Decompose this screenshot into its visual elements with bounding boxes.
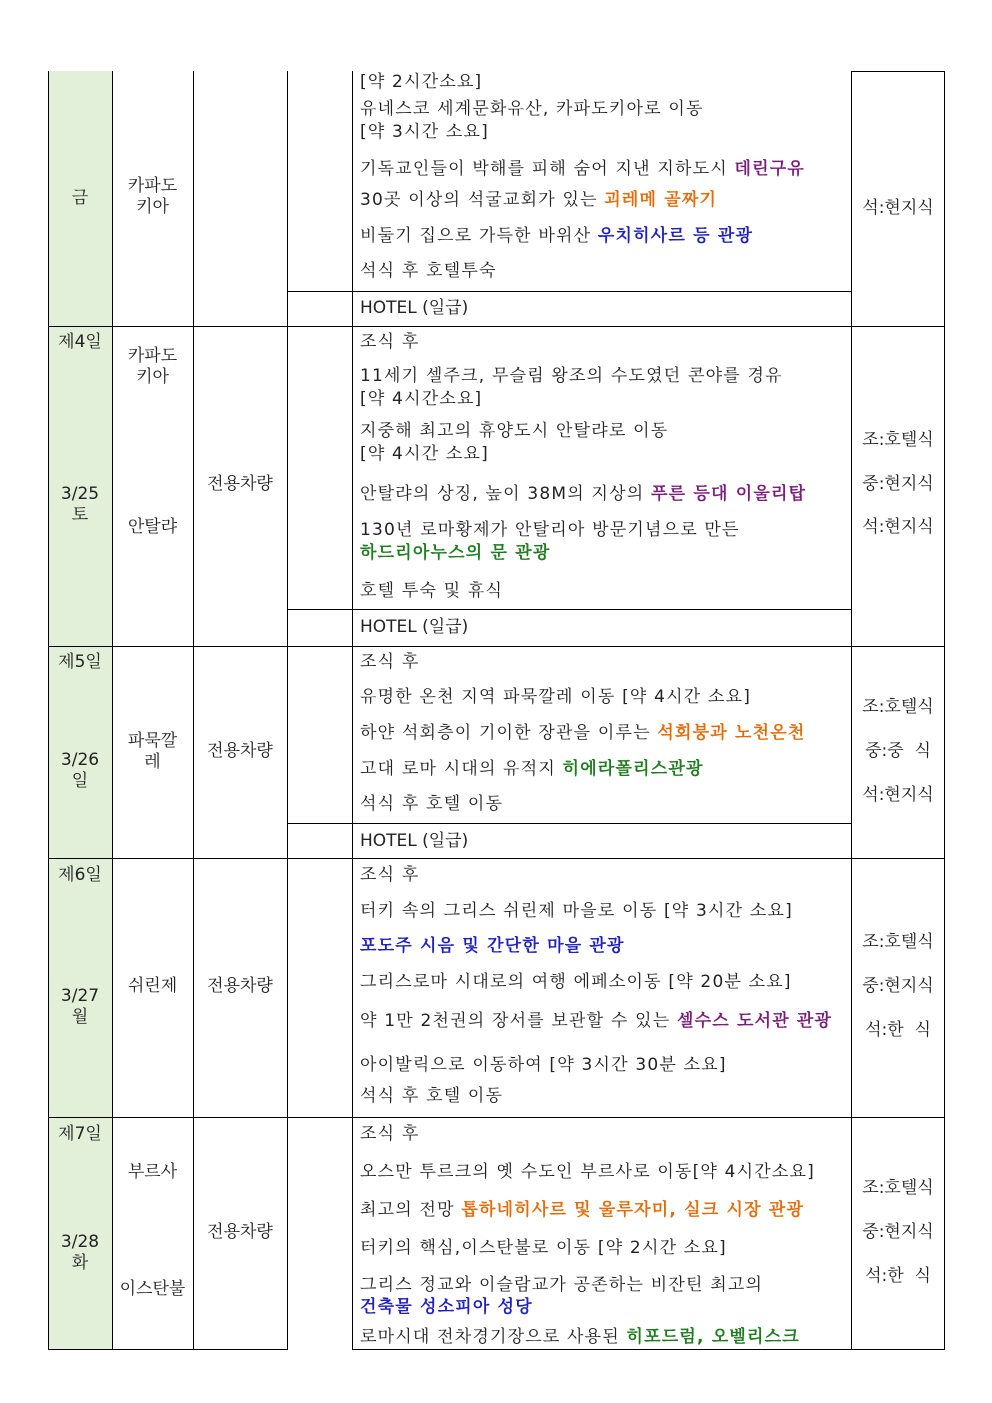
weekday: 일 — [71, 771, 89, 791]
activity: 약 1만 2천권의 장서를 보관할 수 있는 셀수스 도서관 관광 — [360, 1011, 833, 1031]
activity: [약 4시간소요] — [360, 389, 483, 409]
meal: 석:한 식 — [865, 1266, 931, 1286]
activity: 아이발릭으로 이동하여 [약 3시간 30분 소요] — [360, 1055, 727, 1075]
place: 안탈랴 — [127, 517, 178, 537]
activity: [약 4시간 소요] — [360, 444, 489, 464]
transport: 전용차량 — [207, 741, 273, 761]
table-bottom-border — [48, 1349, 288, 1350]
hotel-label: HOTEL (일급) — [360, 831, 469, 851]
meal: 조:호텔식 — [862, 1178, 934, 1198]
transport: 전용차량 — [207, 1222, 273, 1242]
activity: 유명한 온천 지역 파묵깔레 이동 [약 4시간 소요] — [360, 687, 752, 707]
row-divider — [48, 326, 945, 327]
hotel-row-divider — [287, 823, 852, 824]
activity: 석식 후 호텔투숙 — [360, 261, 497, 281]
activity: 하얀 석회층이 기이한 장관을 이루는 석회붕과 노천온천 — [360, 723, 806, 743]
place: 쉬린제 — [127, 976, 178, 996]
activity: 포도주 시음 및 간단한 마을 관광 — [360, 936, 625, 956]
day-label: 제4일 — [58, 332, 102, 352]
date: 3/28 — [60, 1232, 100, 1252]
activity: 터키의 핵심,이스탄불로 이동 [약 2시간 소요] — [360, 1238, 727, 1258]
transport: 전용차량 — [207, 976, 273, 996]
meal: 석:현지식 — [862, 785, 934, 805]
row-divider — [48, 858, 945, 859]
activity: 조식 후 — [360, 1124, 420, 1144]
meal: 중:현지식 — [862, 1222, 934, 1242]
col-divider — [944, 71, 945, 1350]
activity: 터키 속의 그리스 쉬린제 마을로 이동 [약 3시간 소요] — [360, 901, 793, 921]
col-divider — [287, 71, 288, 1350]
hotel-label: HOTEL (일급) — [360, 617, 469, 637]
activity: 로마시대 전차경기장으로 사용된 히포드럼, 오벨리스크 — [360, 1327, 800, 1347]
meal: 조:호텔식 — [862, 697, 934, 717]
weekday: 토 — [71, 505, 89, 525]
hotel-row-divider — [287, 291, 852, 292]
activity: 지중해 최고의 휴양도시 안탈랴로 이동 — [360, 421, 669, 441]
day-column-bg — [48, 71, 112, 1350]
col-divider — [48, 71, 49, 1350]
col-divider — [193, 71, 194, 1350]
date: 3/27 — [60, 986, 100, 1006]
place: 파묵깔 레 — [127, 731, 178, 772]
col-divider — [112, 71, 113, 1350]
meal: 조:호텔식 — [862, 932, 934, 952]
weekday: 월 — [71, 1007, 89, 1027]
activity: 오스만 투르크의 옛 수도인 부르사로 이동[약 4시간소요] — [360, 1162, 815, 1182]
activity: 석식 후 호텔 이동 — [360, 1086, 504, 1106]
weekday: 화 — [71, 1253, 89, 1273]
day-label: 제5일 — [58, 652, 102, 672]
date: 3/25 — [60, 484, 100, 504]
activity: [약 2시간소요] — [360, 72, 483, 92]
hotel-label: HOTEL (일급) — [360, 298, 469, 318]
meal: 중:중 식 — [865, 741, 931, 761]
weekday: 금 — [71, 188, 89, 208]
meals-top-border — [851, 71, 945, 72]
place: 부르사 — [127, 1162, 178, 1182]
activity: 30곳 이상의 석굴교회가 있는 괴레메 골짜기 — [360, 190, 718, 210]
activity: 비둘기 집으로 가득한 바위산 우치히사르 등 관광 — [360, 226, 754, 246]
row-divider — [48, 1117, 945, 1118]
activity: 그리스로마 시대로의 여행 에페소이동 [약 20분 소요] — [360, 972, 792, 992]
activity: 그리스 정교와 이슬람교가 공존하는 비잔틴 최고의 — [360, 1275, 764, 1295]
meal: 석:현지식 — [862, 517, 934, 537]
activity: 건축물 성소피아 성당 — [360, 1297, 533, 1317]
transport: 전용차량 — [207, 474, 273, 494]
day-label: 제7일 — [58, 1124, 102, 1144]
activity: 조식 후 — [360, 865, 420, 885]
activity: 안탈랴의 상징, 높이 38M의 지상의 푸른 등대 이울리탑 — [360, 484, 807, 504]
activity: 고대 로마 시대의 유적지 히에라폴리스관광 — [360, 759, 704, 779]
date: 3/26 — [60, 750, 100, 770]
place: 이스탄불 — [119, 1279, 186, 1299]
place: 카파도 키아 — [127, 346, 178, 387]
activity: 기독교인들이 박해를 피해 숨어 지낸 지하도시 데린구유 — [360, 159, 805, 179]
meal: 중:현지식 — [862, 474, 934, 494]
hotel-row-divider — [287, 609, 852, 610]
day-label: 제6일 — [58, 865, 102, 885]
activity: [약 3시간 소요] — [360, 122, 489, 142]
activity: 조식 후 — [360, 652, 420, 672]
meal: 조:호텔식 — [862, 430, 934, 450]
meal: 석:한 식 — [865, 1020, 931, 1040]
row-divider — [48, 646, 945, 647]
activity: 호텔 투숙 및 휴식 — [360, 581, 504, 601]
activity: 조식 후 — [360, 332, 420, 352]
activity: 유네스코 세계문화유산, 카파도키아로 이동 — [360, 99, 704, 119]
place: 카파도 키아 — [127, 176, 178, 217]
activity: 11세기 셀주크, 무슬림 왕조의 수도였던 콘야를 경유 — [360, 366, 783, 386]
col-divider — [352, 71, 353, 1350]
activity: 최고의 전망 톱하네히사르 및 울루자미, 실크 시장 관광 — [360, 1200, 805, 1220]
activity: 하드리아누스의 문 관광 — [360, 543, 551, 563]
meal: 중:현지식 — [862, 976, 934, 996]
activity: 석식 후 호텔 이동 — [360, 794, 504, 814]
meal: 석:현지식 — [862, 198, 934, 218]
activity: 130년 로마황제가 안탈리아 방문기념으로 만든 — [360, 520, 740, 540]
table-bottom-border — [352, 1349, 945, 1350]
